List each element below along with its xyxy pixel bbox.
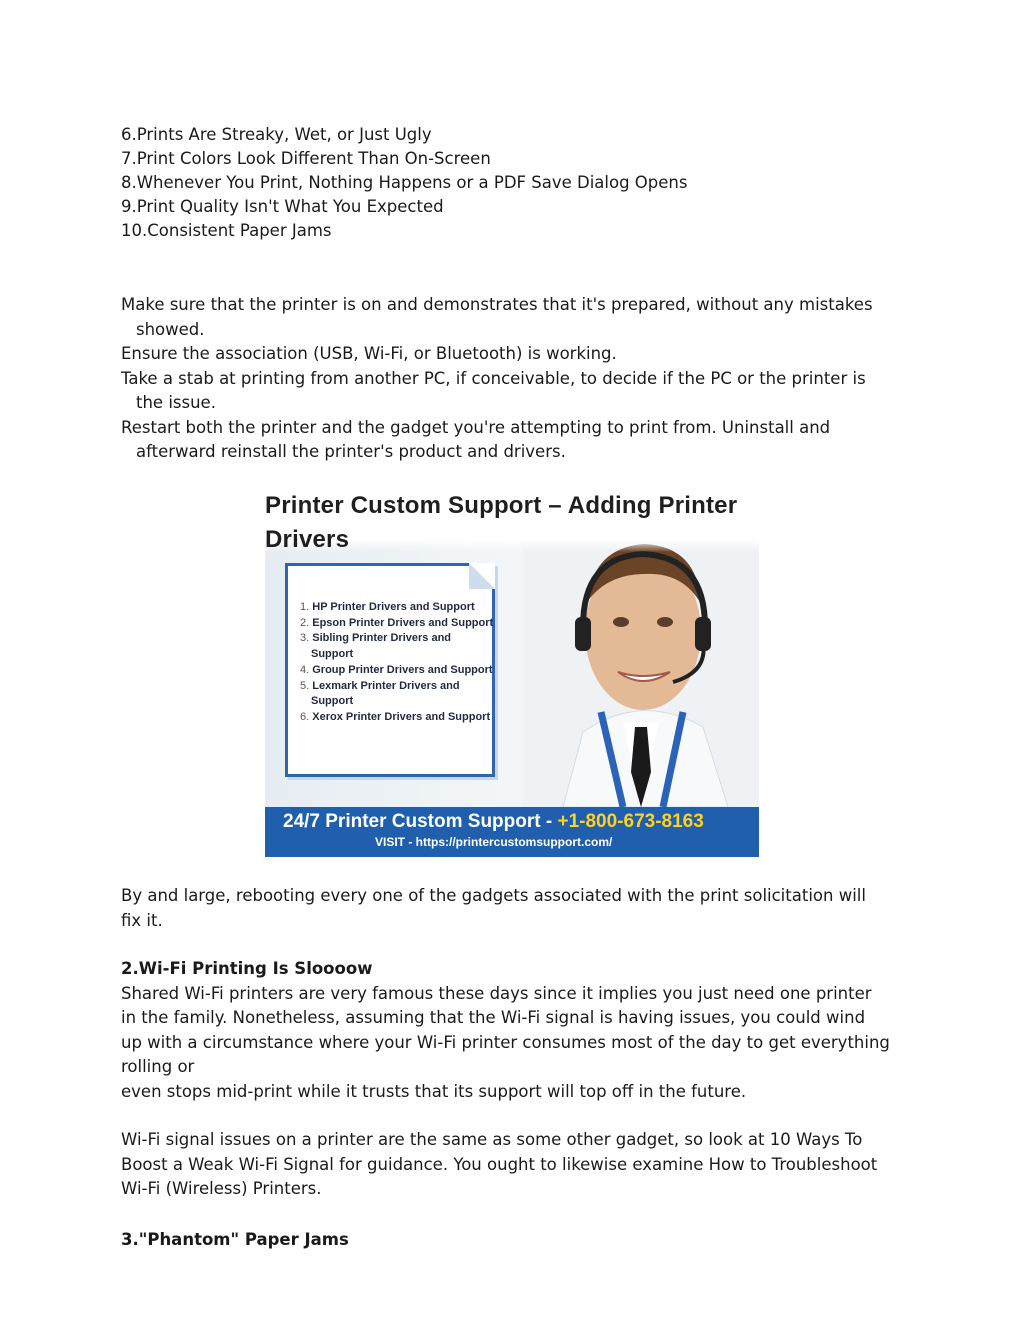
step-paragraph: Restart both the printer and the gadget you're attempting to print from. Uninstall and afterward reinstall the printer's product and drivers. bbox=[121, 417, 831, 461]
reboot-paragraph: By and large, rebooting every one of the gadgets associated with the print solicitation will fix it. bbox=[121, 886, 866, 930]
step-paragraph: Take a stab at printing from another PC, if conceivable, to decide if the PC or the printer is the issue. bbox=[121, 368, 866, 412]
banner-title-area bbox=[265, 486, 759, 552]
list-item: 9.Print Quality Isn't What You Expected bbox=[121, 197, 444, 216]
section-2-paragraph-1b: even stops mid-print while it trusts that its support will top off in the future. bbox=[121, 1081, 747, 1101]
document-body-continued bbox=[121, 884, 891, 1252]
document-body bbox=[121, 123, 891, 465]
banner-contact-strip bbox=[265, 807, 759, 857]
step-paragraph: Make sure that the printer is on and demonstrates that it's prepared, without any mistakes showed. bbox=[121, 295, 873, 339]
step-paragraph: Ensure the association (USB, Wi-Fi, or Bluetooth) is working. bbox=[121, 344, 617, 363]
section-2-paragraph-1: Shared Wi-Fi printers are very famous these days since it implies you just need one printer in the family. Nonetheless, assuming that the Wi-Fi signal is having issues, you could wind up with a circumstance where your Wi-Fi printer consumes most of the day to get everything rolling or bbox=[121, 983, 890, 1076]
list-item: 6.Prints Are Streaky, Wet, or Just Ugly bbox=[121, 125, 432, 144]
support-agent-illustration bbox=[523, 522, 759, 807]
banner-title-line-2: Drivers bbox=[265, 526, 350, 553]
driver-list-item: 2. Epson Printer Drivers and Support bbox=[300, 616, 494, 629]
list-item: 10.Consistent Paper Jams bbox=[121, 221, 332, 240]
support-phone-line: 24/7 Printer Custom Support - +1-800-673-8163 bbox=[283, 811, 704, 832]
section-2-paragraph-2: Wi-Fi signal issues on a printer are the same as some other gadget, so look at 10 Ways To Boost a Weak Wi-Fi Signal for guidance. You ought to likewise examine How to Troubleshoot Wi-Fi (Wireless) Printers. bbox=[121, 1130, 878, 1198]
page-fold-icon bbox=[469, 563, 495, 589]
list-item: 8.Whenever You Print, Nothing Happens or a PDF Save Dialog Opens bbox=[121, 173, 688, 192]
driver-list-item: 6. Xerox Printer Drivers and Support bbox=[300, 710, 491, 723]
section-3-heading: 3."Phantom" Paper Jams bbox=[121, 1229, 349, 1249]
driver-list-item: 3. Sibling Printer Drivers and Support bbox=[300, 632, 452, 661]
section-2-heading: 2.Wi-Fi Printing Is Sloooow bbox=[121, 959, 373, 978]
driver-list-item: 5. Lexmark Printer Drivers and Support bbox=[300, 679, 460, 708]
visit-url: VISIT - https://printercustomsupport.com/ bbox=[375, 835, 613, 849]
phone-number: +1-800-673-8163 bbox=[557, 811, 704, 832]
driver-list-document bbox=[285, 563, 495, 777]
support-banner-image bbox=[265, 486, 759, 857]
driver-list-item: 4. Group Printer Drivers and Support bbox=[300, 663, 493, 676]
driver-list bbox=[300, 600, 495, 726]
list-item: 7.Print Colors Look Different Than On-Screen bbox=[121, 149, 491, 168]
banner-title-line-1: Printer Custom Support – Adding Printer bbox=[265, 492, 738, 519]
driver-list-item: 1. HP Printer Drivers and Support bbox=[300, 601, 475, 613]
